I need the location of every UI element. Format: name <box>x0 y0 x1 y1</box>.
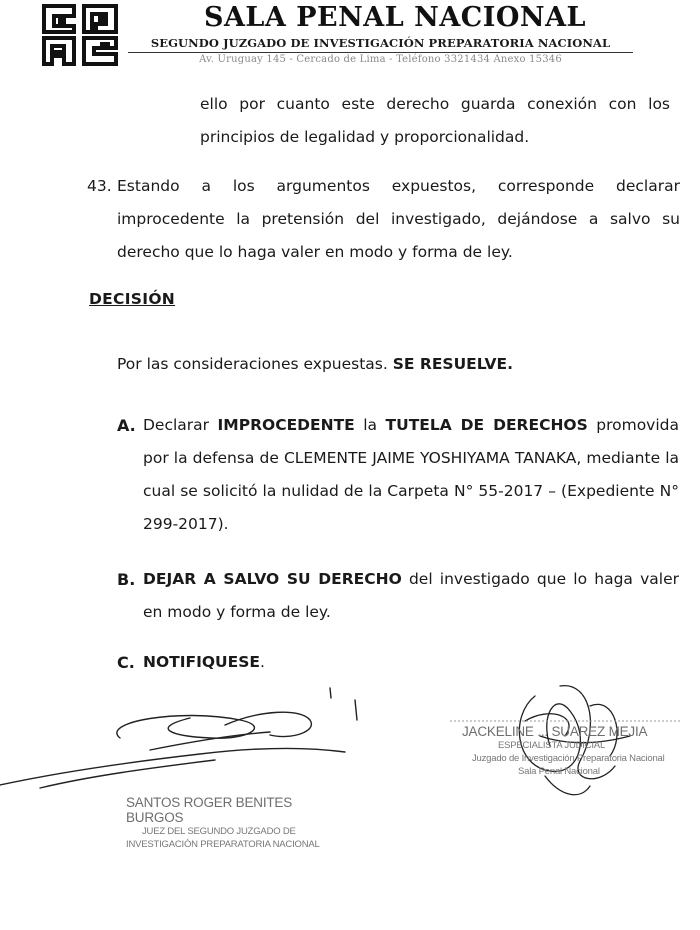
item-b-text <box>143 563 679 629</box>
intro-text: Por las consideraciones expuestas. <box>117 355 388 373</box>
court-subtitle: SEGUNDO JUZGADO DE INVESTIGACIÓN PREPARATORIA NACIONAL <box>150 36 611 50</box>
judge-name: SANTOS ROGER BENITES BURGOS <box>126 795 293 825</box>
item-a-t2: la <box>354 416 386 434</box>
court-address: Av. Uruguay 145 - Cercado de Lima - Teléfono 3321434 Anexo 15346 <box>199 54 562 65</box>
item-number: 43. <box>87 177 112 195</box>
item-c-letter: C. <box>117 653 135 672</box>
judge-stamp <box>126 795 336 851</box>
letterhead <box>0 0 700 78</box>
court-logo-icon <box>40 2 122 68</box>
specialist-title: ESPECIALISTA JUDICIAL <box>498 740 606 751</box>
item-a-b1: IMPROCEDENTE <box>217 416 355 434</box>
continuation-paragraph: ello por cuanto este derecho guarda conexión con los principios de legalidad y proporcionalidad. <box>200 95 670 146</box>
item-b-b1: DEJAR A SALVO SU DERECHO <box>143 570 402 588</box>
item-a-text <box>143 409 679 541</box>
specialist-court: Juzgado de Investigación Preparatoria Nacional <box>472 753 665 764</box>
specialist-stamp <box>462 724 692 778</box>
paragraph-43: Estando a los argumentos expuestos, corresponde declarar improcedente la pretensión del investigado, dejándose a salvo su derecho que lo haga valer en modo y forma de ley. <box>117 177 680 261</box>
header-divider <box>128 52 633 53</box>
judge-signature-scribble <box>0 680 380 810</box>
item-a-t1: Declarar <box>143 416 218 434</box>
specialist-name: JACKELINE ... SUAREZ MEJIA <box>462 724 648 739</box>
item-c-b1: NOTIFIQUESE <box>143 653 260 671</box>
specialist-sala: Sala Penal Nacional <box>518 766 600 777</box>
judge-title-line2: INVESTIGACIÓN PREPARATORIA NACIONAL <box>126 839 320 850</box>
court-title: SALA PENAL NACIONAL <box>203 2 587 33</box>
item-a-letter: A. <box>117 416 136 435</box>
decision-heading: DECISIÓN <box>89 290 176 308</box>
item-a-t3: promovida por la defensa de CLEMENTE JAIME YOSHIYAMA TANAKA, mediante la cual se solicitó la nulidad de la Carpeta N° 55-2017 – (Expediente N° 299-2017). <box>143 416 680 533</box>
item-a-b2: TUTELA DE DERECHOS <box>385 416 588 434</box>
item-b-t1: del investigado que lo haga valer en modo y forma de ley. <box>143 570 679 621</box>
resolution-intro <box>117 348 677 381</box>
judge-title-line1: JUEZ DEL SEGUNDO JUZGADO DE <box>142 826 296 837</box>
intro-bold: SE RESUELVE. <box>392 355 513 373</box>
item-b-letter: B. <box>117 570 136 589</box>
item-c-t1: . <box>259 653 265 671</box>
item-c-text <box>143 646 679 679</box>
